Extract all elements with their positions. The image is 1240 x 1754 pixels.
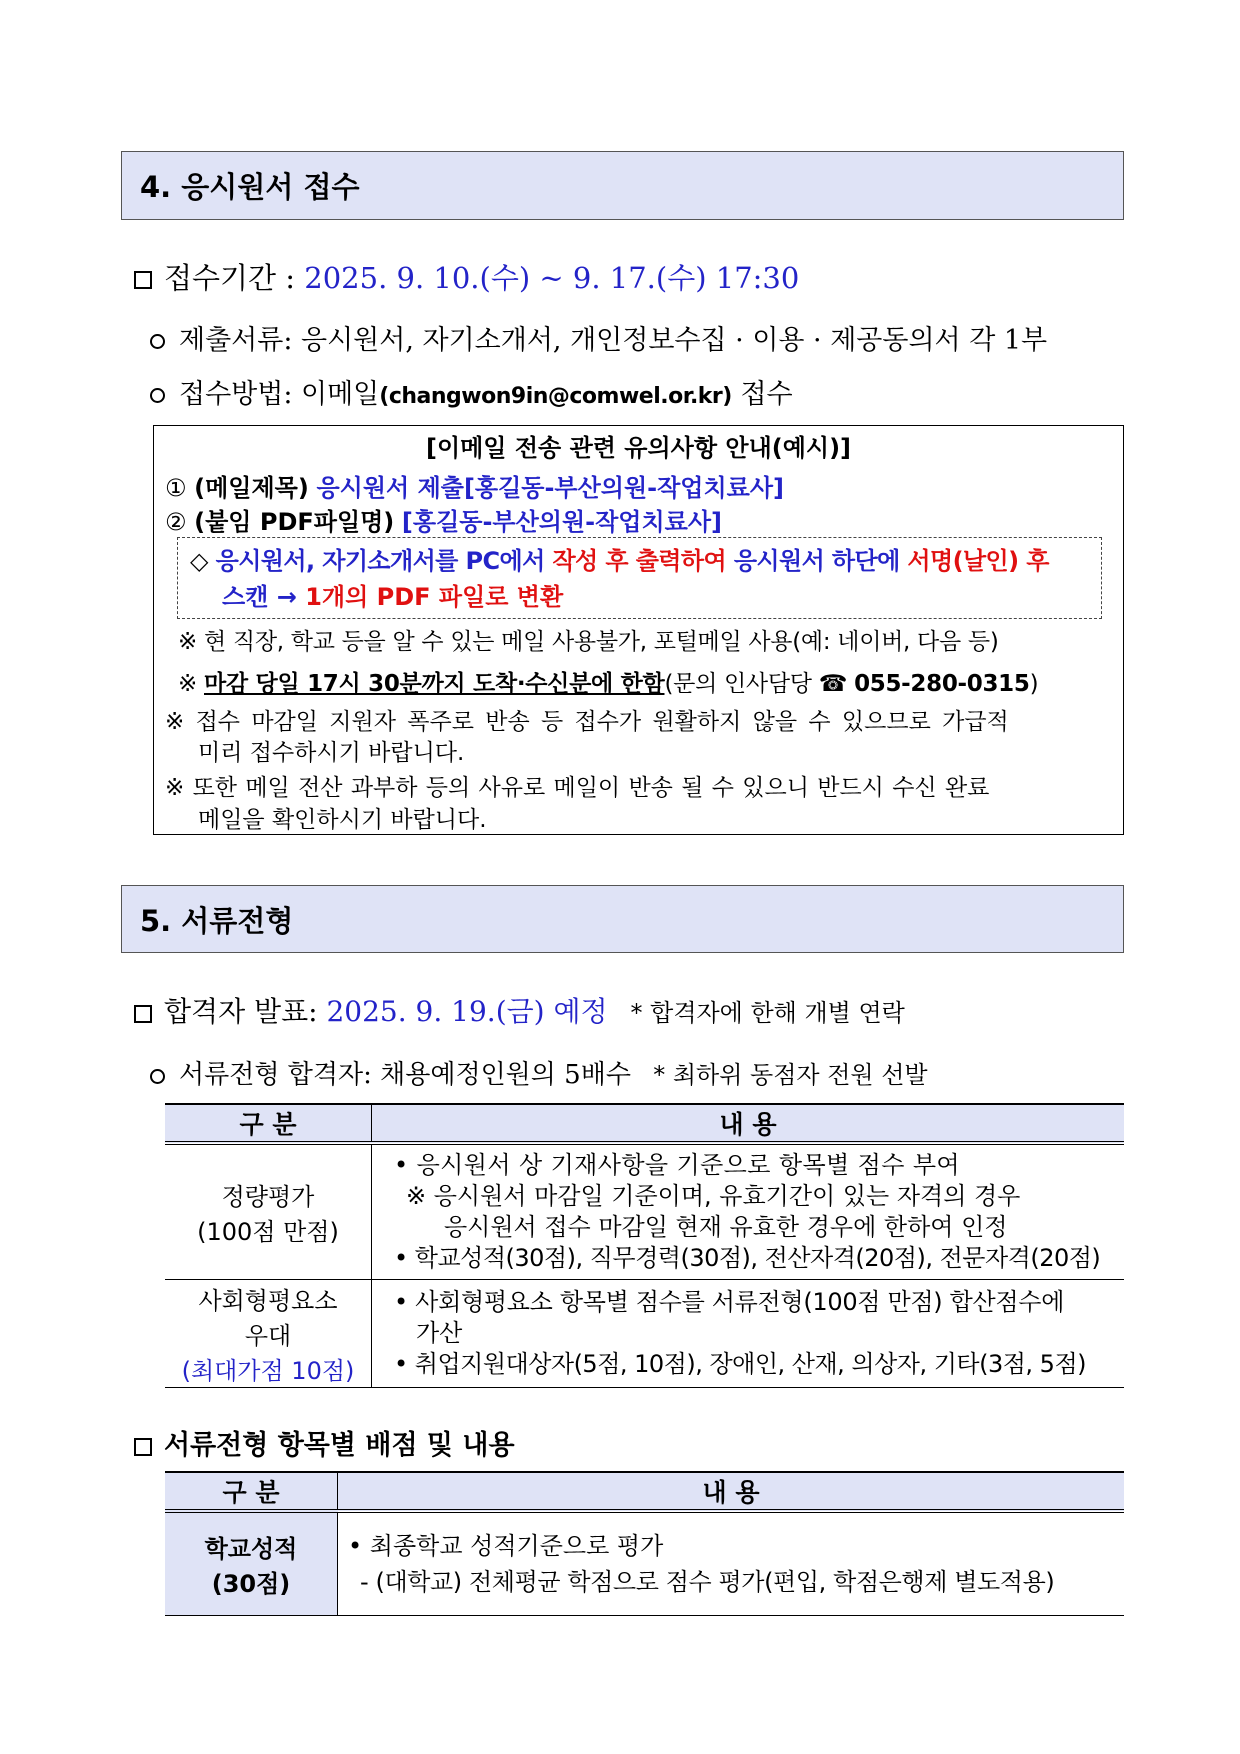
method-suffix: 접수 [740,379,793,410]
note-2-mark: ※ [178,671,197,697]
circle-bullet-icon [150,334,165,349]
content-line: - (대학교) 전체평균 학점으로 점수 평가(편입, 학점은행제 별도적용) [360,1567,1055,1596]
content-line: • 최종학교 성적기준으로 평가 [348,1531,664,1560]
row-content-school-grades [338,1511,1125,1615]
conversion-part-1: 응시원서, 자기소개서를 PC에서 [215,547,545,575]
row-category-quantitative [165,1143,372,1279]
item-2-label: (붙임 PDF파일명) [194,508,395,536]
content-line: 응시원서 접수 마감일 현재 유효한 경우에 한하여 인정 [444,1212,1008,1241]
method-prefix: 접수방법: 이메일 [179,379,380,410]
reception-period [134,256,799,297]
checkbox-square-icon [134,1438,152,1456]
row-content-quantitative [372,1143,1125,1279]
header-category: 구 분 [165,1472,338,1511]
item-2-number: ② [165,508,187,536]
pass-text: 서류전형 합격자: 채용예정인원의 5배수 [179,1060,631,1090]
row-category-social-equity [165,1279,372,1387]
section-4-header [121,151,1124,220]
content-line: • 응시원서 상 기재사항을 기준으로 항목별 점수 부여 [394,1150,961,1179]
conversion-line-1 [190,541,1049,576]
conversion-line-2 [222,577,563,612]
notice-note-3-line-1: ※ 접수 마감일 지원자 폭주로 반송 등 접수가 원활하지 않을 수 있으므로 가급적 [165,709,1009,735]
submission-method [150,372,793,411]
deadline-text: 마감 당일 17시 30분까지 도착·수신분에 한함 [204,671,665,697]
checkbox-square-icon [134,271,152,289]
content-line: ※ 응시원서 마감일 기준이며, 유효기간이 있는 자격의 경우 [406,1181,1021,1210]
announcement [134,990,905,1030]
table-row [165,1279,1124,1387]
table-header-row [165,1472,1124,1511]
inquiry-close: ) [1029,671,1039,697]
conversion-part-2: 작성 후 출력하여 [552,547,727,575]
item-1-value: 응시원서 제출[홍길동-부산의원-작업치료사] [316,474,785,502]
category-line: 학교성적 [204,1534,298,1563]
table-row [165,1511,1124,1615]
inquiry-phone: 055-280-0315 [854,671,1030,697]
section-4-title: 4. 응시원서 접수 [140,170,360,204]
period-value: 2025. 9. 10.(수) ~ 9. 17.(수) 17:30 [304,261,800,295]
announce-label: 합격자 발표: [164,995,318,1028]
content-line: 가산 [416,1318,463,1347]
conversion-part-3: 응시원서 하단에 [733,547,900,575]
inquiry-text: (문의 인사담당 ☎ [664,671,848,697]
conversion-part-5: 스캔 → [222,583,297,611]
items-heading [134,1423,515,1462]
table-header-row [165,1104,1124,1143]
category-line: 정량평가 [221,1182,315,1211]
notice-note-3-line-2: 미리 접수하시기 바랍니다. [198,740,465,766]
pass-note: * 최하위 동점자 전원 선발 [653,1061,928,1089]
table-row [165,1143,1124,1279]
pass-criteria [150,1054,928,1091]
notice-note-2 [178,665,1038,698]
row-content-social-equity [372,1279,1125,1387]
item-1-label: (메일제목) [194,474,309,502]
conversion-part-4: 서명(날인) 후 [907,547,1049,575]
items-heading-text: 서류전형 항목별 배점 및 내용 [164,1430,515,1461]
screening-table [165,1103,1124,1388]
section-5-header [121,885,1124,953]
item-2-value: [홍길동-부산의원-작업치료사] [401,508,722,536]
checkbox-square-icon [134,1005,152,1023]
announce-note: * 합격자에 한해 개별 연락 [630,999,905,1027]
notice-note-4-line-2: 메일을 확인하시기 바랍니다. [198,807,487,833]
header-category: 구 분 [165,1104,372,1143]
docs-text: 제출서류: 응시원서, 자기소개서, 개인정보수집 · 이용 · 제공동의서 각 1부 [179,325,1048,356]
category-line: (최대가점 10점) [181,1356,355,1385]
notice-note-4-line-1: ※ 또한 메일 전산 과부하 등의 사유로 메일이 반송 될 수 있으니 반드시 수신 완료 [165,775,990,801]
section-5-title: 5. 서류전형 [140,903,294,938]
circle-bullet-icon [150,1069,165,1084]
notice-note-1: ※ 현 직장, 학교 등을 알 수 있는 메일 사용불가, 포털메일 사용(예: 네이버, 다음 등) [178,629,999,655]
category-line: (30점) [211,1569,291,1598]
category-line: 우대 [244,1321,292,1350]
conversion-part-6: 1개의 PDF 파일로 변환 [305,583,564,611]
diamond-icon: ◇ [190,547,208,575]
circle-bullet-icon [150,388,165,403]
category-line: (100점 만점) [197,1217,339,1246]
header-content: 내 용 [338,1472,1125,1511]
content-line: • 취업지원대상자(5점, 10점), 장애인, 산재, 의상자, 기타(3점, 5점) [394,1349,1086,1378]
method-email: (changwon9in@comwel.or.kr) [379,384,732,409]
notice-item-1 [165,468,784,503]
content-line: • 학교성적(30점), 직무경력(30점), 전산자격(20점), 전문자격(20점) [394,1243,1101,1272]
submission-docs [150,318,1047,357]
scoring-table [165,1471,1124,1616]
announce-value: 2025. 9. 19.(금) 예정 [326,995,608,1028]
content-line: • 사회형평요소 항목별 점수를 서류전형(100점 만점) 합산점수에 [394,1287,1065,1316]
item-1-number: ① [165,474,187,502]
notice-item-2 [165,502,722,537]
notice-title: [이메일 전송 관련 유의사항 안내(예시)] [425,434,852,462]
period-label: 접수기간 : [164,261,296,295]
row-category-school-grades [165,1511,338,1615]
header-content: 내 용 [372,1104,1125,1143]
category-line: 사회형평요소 [198,1286,338,1315]
